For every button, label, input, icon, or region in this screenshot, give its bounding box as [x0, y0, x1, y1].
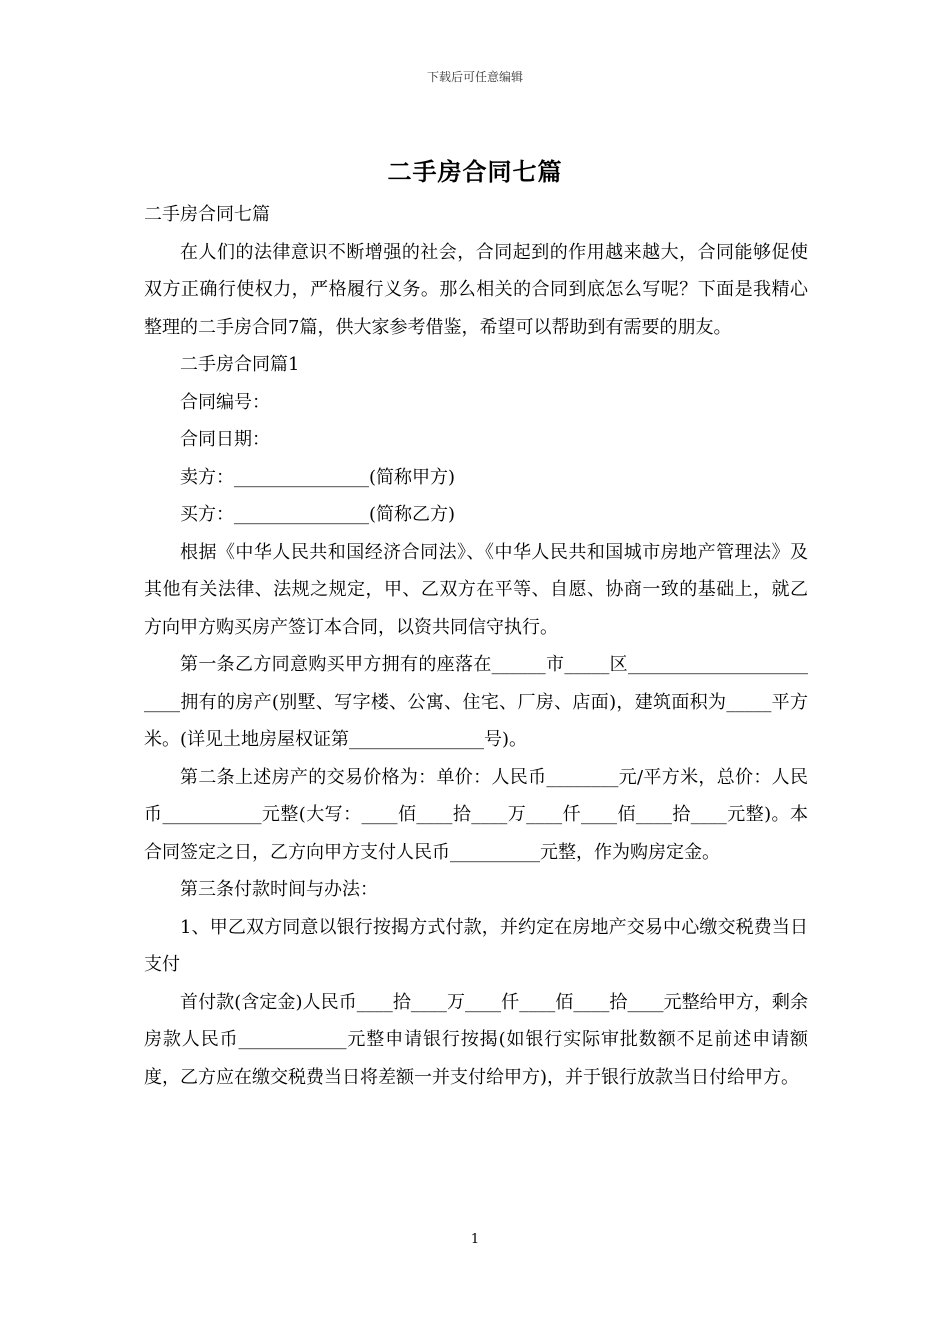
intro-paragraph: 在人们的法律意识不断增强的社会，合同起到的作用越来越大，合同能够促使双方正确行使权力，严格履行义务。那么相关的合同到底怎么写呢？下面是我精心整理的二手房合同7篇，供大家参考借鉴，希望可以帮助到有需要的朋友。 [144, 241, 808, 338]
buyer-line: 买方：_______________(简称乙方) [180, 504, 456, 525]
seller-line: 卖方：_______________(简称甲方) [180, 466, 456, 488]
article-three-heading: 第三条付款时间与办法： [180, 879, 378, 900]
payment-method-paragraph: 1、甲乙双方同意以银行按揭方式付款，并约定在房地产交易中心缴交税费当日支付 [144, 916, 808, 975]
article-one-paragraph: 第一条乙方同意购买甲方拥有的座落在______市_____区________________________拥有的房产(别墅、写字楼、公寓、住宅、厂房、店面)，建筑面积为_____平方米。(详见土地房屋权证第_______________号)。 [144, 654, 808, 750]
contract-date-line: 合同日期： [180, 429, 270, 450]
legal-basis-paragraph: 根据《中华人民共和国经济合同法》、《中华人民共和国城市房地产管理法》及其他有关法律、法规之规定，甲、乙双方在平等、自愿、协商一致的基础上，就乙方向甲方购买房产签订本合同，以资共同信守执行。 [144, 541, 808, 638]
document-body [144, 196, 808, 1096]
header-note: 下载后可任意编辑 [426, 70, 523, 84]
page-number: 1 [470, 1232, 480, 1247]
contract-number-line: 合同编号： [180, 391, 270, 413]
down-payment-paragraph: 首付款(含定金)人民币____拾____万____仟____佰____拾____元整给甲方，剩余房款人民币____________元整申请银行按揭(如银行实际审批数额不足前述申请额度，乙方应在缴交税费当日将差额一并支付给甲方)，并于银行放款当日付给甲方。 [144, 991, 808, 1088]
body-subtitle: 二手房合同七篇 [144, 204, 270, 225]
section-heading: 二手房合同篇1 [180, 354, 300, 375]
document-title: 二手房合同七篇 [387, 157, 563, 186]
article-two-paragraph: 第二条上述房产的交易价格为：单价：人民币________元/平方米，总价：人民币___________元整(大写：____佰____拾____万____仟____佰____拾____元整)。本合同签定之日，乙方向甲方支付人民币__________元整，作为购房定金。 [144, 766, 808, 863]
